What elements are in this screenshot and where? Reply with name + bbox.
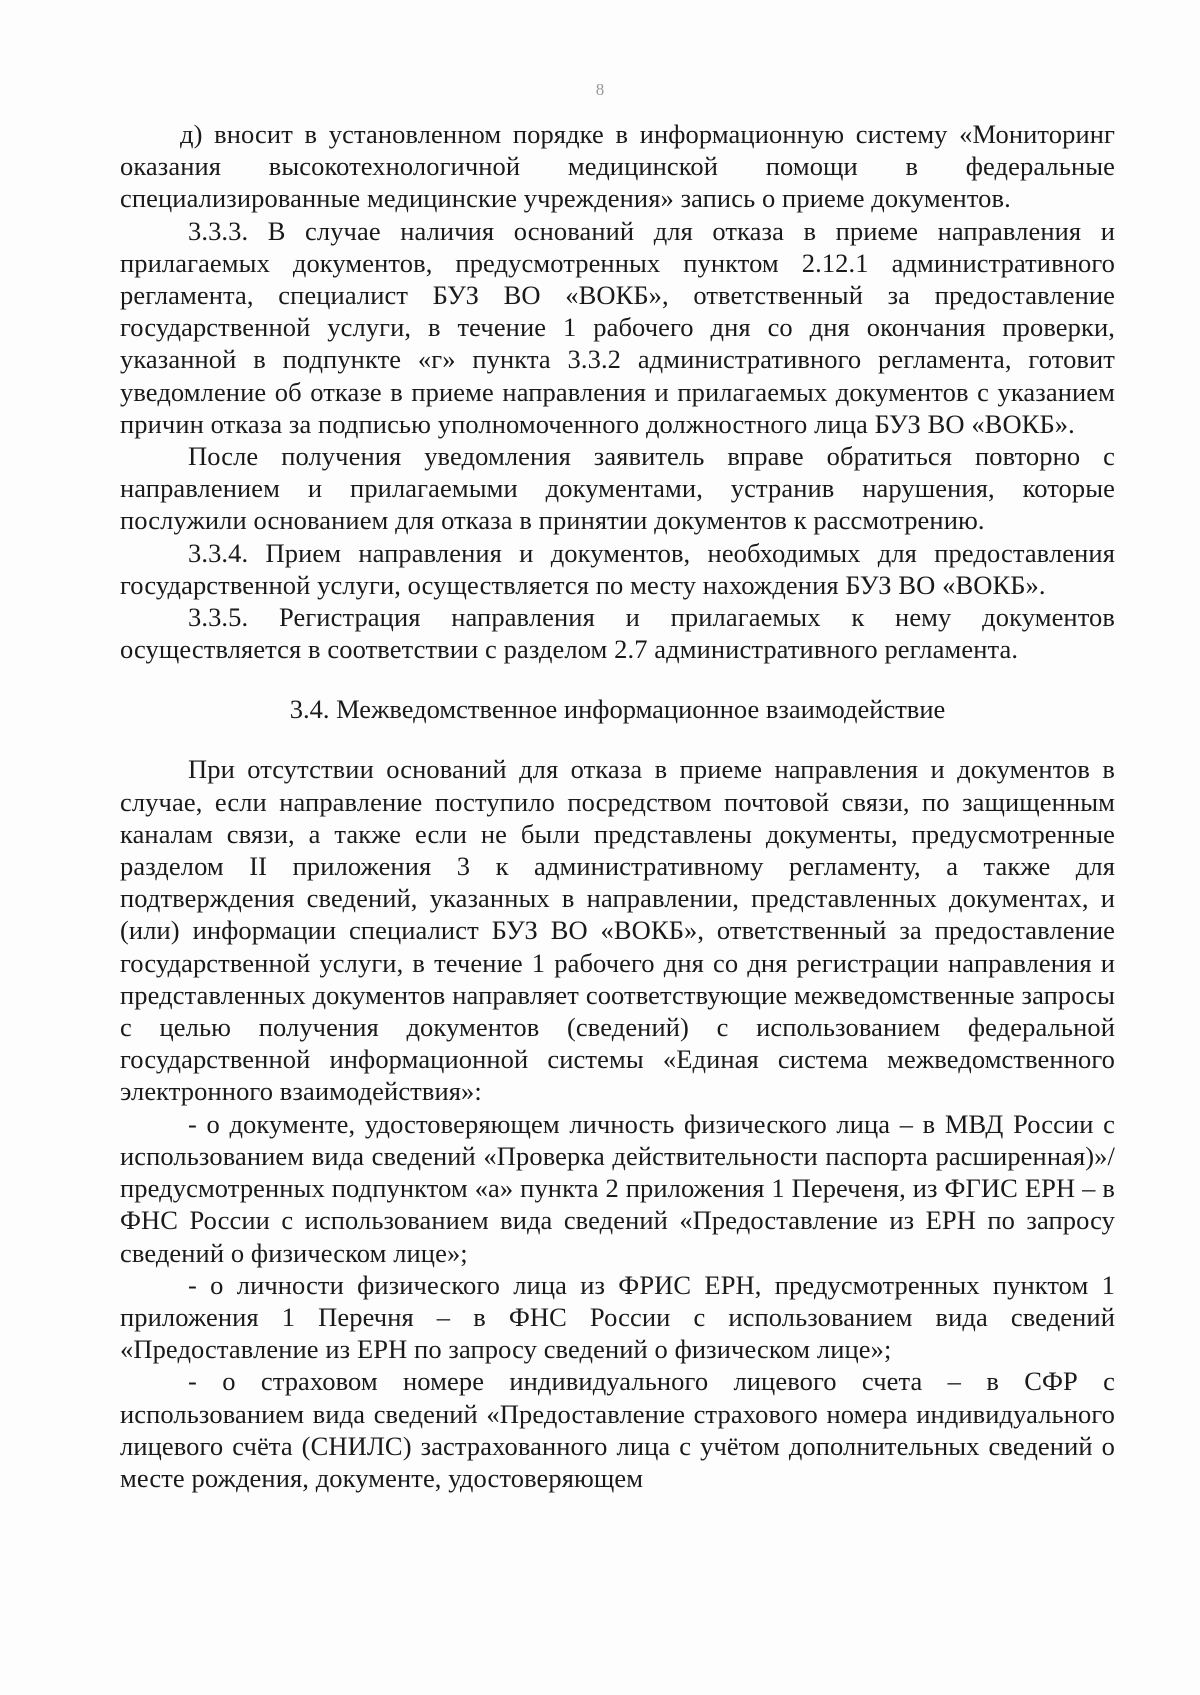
paragraph-3-3-3: 3.3.3. В случае наличия оснований для отказа в приеме направления и прилагаемых документов, предусмотренных пунктом 2.12.1 административного регламента, специалист БУЗ ВО «ВОКБ», ответственный за предоставление государственной услуги, в течение 1 рабочего дня со дня окончания проверки, указанной в подпункте «г» пункта 3.3.2 административного регламента, готовит уведомление об отказе в приеме направления и прилагаемых документов с указанием причин отказа за подписью уполномоченного должностного лица БУЗ ВО «ВОКБ». — [120, 215, 1115, 439]
list-item-personal-identity: - о личности физического лица из ФРИС ЕРН, предусмотренных пунктом 1 приложения 1 Перечня – в ФНС России с использованием вида сведений «Предоставление из ЕРН по запросу сведений о физическом лице»; — [120, 1269, 1115, 1365]
paragraph-after-notice: После получения уведомления заявитель вправе обратиться повторно с направлением и прилагаемыми документами, устранив нарушения, которые послужили основанием для отказа в принятии документов к рассмотрению. — [120, 441, 1115, 536]
paragraph-3-3-5: 3.3.5. Регистрация направления и прилагаемых к нему документов осуществляется в соответствии с разделом 2.7 административного регламента. — [120, 602, 1115, 665]
paragraph-interagency-intro: При отсутствии оснований для отказа в приеме направления и документов в случае, если направление поступило посредством почтовой связи, по защищенным каналам связи, а также если не были представлены документы, предусмотренные разделом II приложения 3 к административному регламенту, а также для подтверждения сведений, указанных в направлении, представленных документах, и (или) информации специалист БУЗ ВО «ВОКБ», ответственный за предоставление государственной услуги, в течение 1 рабочего дня со дня регистрации направления и представленных документов направляет соответствующие межведомственные запросы с целью получения документов (сведений) с использованием федеральной государственной информационной системы «Единая система межведомственного электронного взаимодействия»: — [120, 754, 1115, 1107]
page-number: 8 — [595, 80, 605, 99]
list-item-identity-document: - о документе, удостоверяющем личность физического лица – в МВД России с использованием вида сведений «Проверка действительности паспорта расширенная)»/предусмотренных подпунктом «а» пункта 2 приложения 1 Переченя, из ФГИС ЕРН – в ФНС России с использованием вида сведений «Предоставление из ЕРН по запросу сведений о физическом лице»; — [120, 1108, 1115, 1268]
list-item-insurance-number: - о страховом номере индивидуального лицевого счета – в СФР с использованием вида сведений «Предоставление страхового номера индивидуального лицевого счёта (СНИЛС) застрахованного лица с учётом дополнительных сведений о месте рождения, документе, удостоверяющем — [120, 1366, 1115, 1493]
document-body — [120, 118, 1115, 1494]
paragraph-3-3-4: 3.3.4. Прием направления и документов, необходимых для предоставления государственной услуги, осуществляется по месту нахождения БУЗ ВО «ВОКБ». — [120, 537, 1115, 600]
section-heading: 3.4. Межведомственное информационное взаимодействие — [289, 694, 946, 725]
paragraph-item-d: д) вносит в установленном порядке в информационную систему «Мониторинг оказания высокотехнологичной медицинской помощи в федеральные специализированные медицинские учреждения» запись о приеме документов. — [120, 119, 1115, 214]
